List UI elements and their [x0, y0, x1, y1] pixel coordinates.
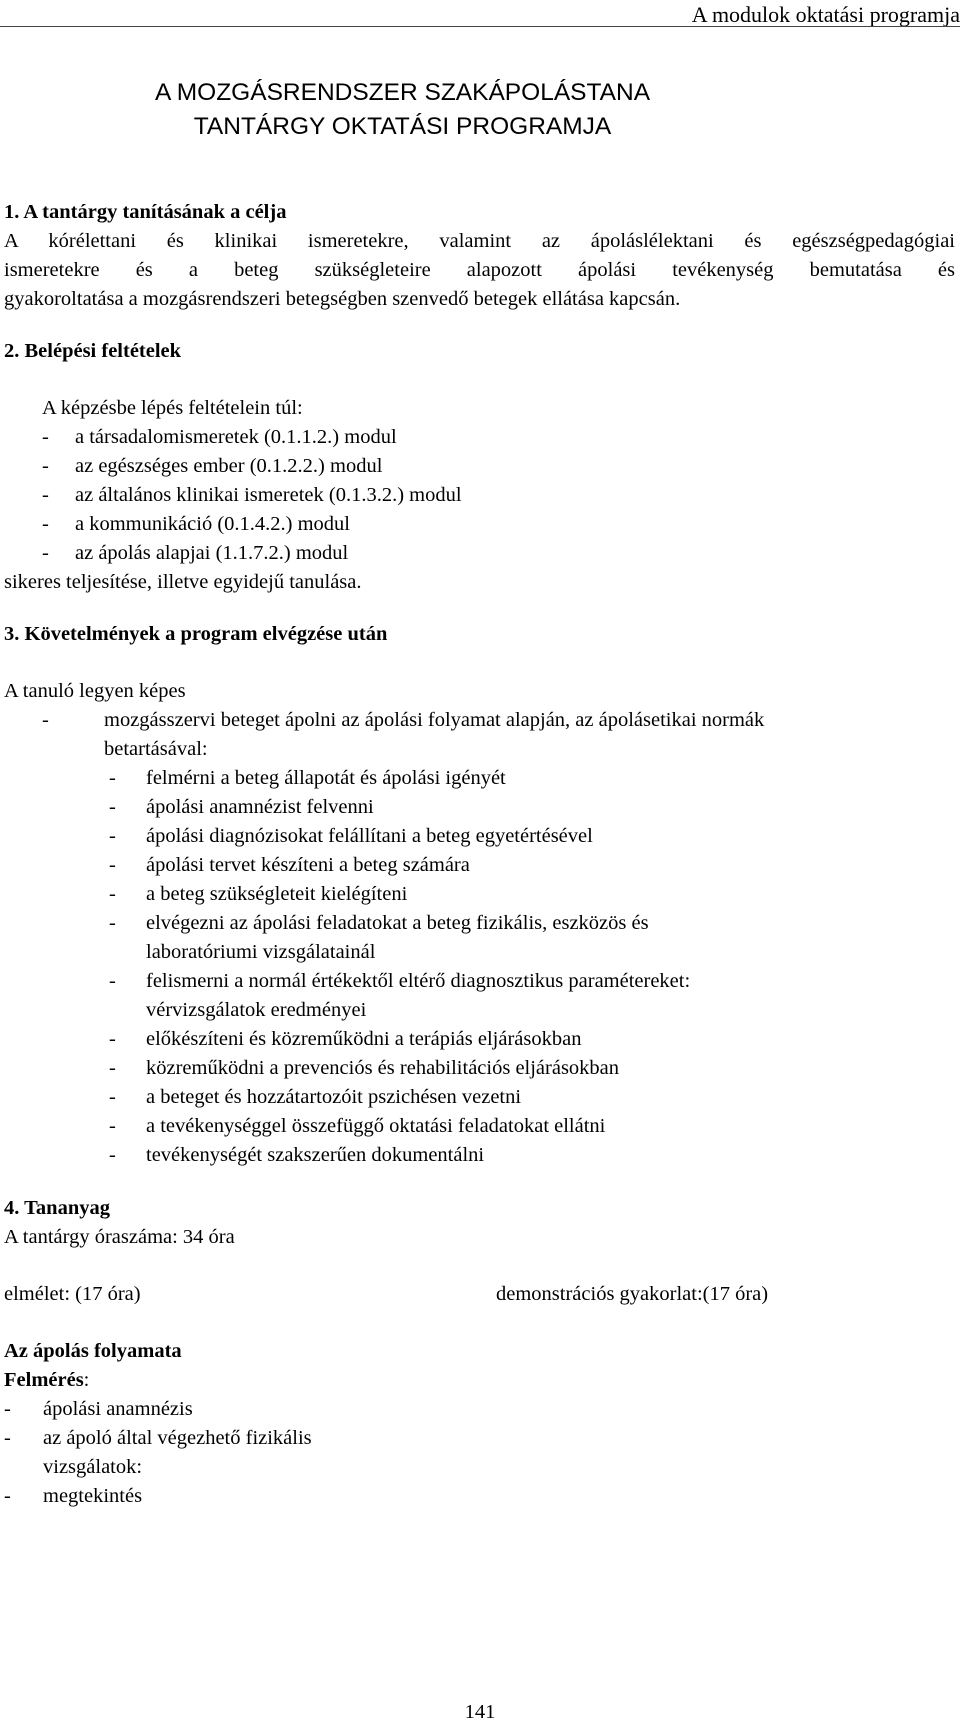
- competency-item: tevékenységét szakszerűen dokumentálni: [146, 1144, 485, 1166]
- nursing-process-heading: Az ápolás folyamata: [4, 1340, 182, 1362]
- document-title-line1: A MOZGÁSRENDSZER SZAKÁPOLÁSTANA: [154, 79, 651, 106]
- section3-heading: 3. Követelmények a program elvégzése után: [4, 623, 388, 645]
- assessment-label: Felmérés: [4, 1369, 84, 1391]
- list-dash: -: [109, 1115, 116, 1137]
- list-dash: -: [109, 970, 116, 992]
- list-dash: -: [109, 912, 116, 934]
- list-dash: -: [4, 1427, 11, 1449]
- list-dash: -: [42, 484, 49, 506]
- list-dash: -: [109, 854, 116, 876]
- competency-item: ápolási anamnézist felvenni: [146, 796, 374, 818]
- running-header: A modulok oktatási programja: [691, 2, 960, 27]
- assessment-item: ápolási anamnézis: [43, 1398, 193, 1420]
- competency-item: felmérni a beteg állapotát és ápolási igényét: [146, 767, 506, 789]
- assessment-item: az ápoló által végezhető fizikális: [43, 1427, 312, 1449]
- document-title-line2: TANTÁRGY OKTATÁSI PROGRAMJA: [193, 113, 612, 140]
- entry-requirement-item: az ápolás alapjai (1.1.7.2.) modul: [75, 542, 349, 564]
- list-dash: -: [42, 426, 49, 448]
- list-dash: -: [109, 1057, 116, 1079]
- list-dash: -: [4, 1485, 11, 1507]
- header-rule: [0, 26, 960, 27]
- list-dash: -: [42, 709, 49, 731]
- competency-item: a beteget és hozzátartozóit pszichésen vezetni: [146, 1086, 522, 1108]
- list-dash: -: [109, 767, 116, 789]
- list-dash: -: [109, 883, 116, 905]
- competency-item: a tevékenységgel összefüggő oktatási feladatokat ellátni: [146, 1115, 606, 1137]
- section1-line1: A kórélettani és klinikai ismeretekre, valamint az ápoláslélektani és egészségpedagógiai: [4, 230, 955, 252]
- competency-item-cont: vérvizsgálatok eredményei: [146, 999, 367, 1021]
- competency-item-cont: laboratóriumi vizsgálatainál: [146, 941, 376, 963]
- practice-hours: demonstrációs gyakorlat:(17 óra): [496, 1283, 769, 1305]
- assessment-item: megtekintés: [43, 1485, 143, 1507]
- section2-intro: A képzésbe lépés feltételein túl:: [42, 397, 303, 419]
- competency-item: ápolási diagnózisokat felállítani a beteg egyetértésével: [146, 825, 593, 847]
- section2-closing: sikeres teljesítése, illetve egyidejű tanulása.: [4, 571, 362, 593]
- list-dash: -: [4, 1398, 11, 1420]
- section2-heading: 2. Belépési feltételek: [4, 340, 182, 362]
- theory-hours: elmélet: (17 óra): [4, 1283, 141, 1305]
- course-hours: A tantárgy óraszáma: 34 óra: [4, 1226, 235, 1248]
- list-dash: -: [42, 513, 49, 535]
- list-dash: -: [109, 796, 116, 818]
- list-dash: -: [109, 825, 116, 847]
- section1-heading: 1. A tantárgy tanításának a célja: [4, 201, 287, 223]
- assessment-label-row: [4, 1365, 89, 1395]
- section3-main-item-line2: betartásával:: [104, 738, 208, 760]
- list-dash: -: [42, 542, 49, 564]
- entry-requirement-item: az általános klinikai ismeretek (0.1.3.2.) modul: [75, 484, 462, 506]
- list-dash: -: [109, 1086, 116, 1108]
- competency-item: közreműködni a prevenciós és rehabilitációs eljárásokban: [146, 1057, 620, 1079]
- list-dash: -: [109, 1144, 116, 1166]
- competency-item: előkészíteni és közreműködni a terápiás eljárásokban: [146, 1028, 582, 1050]
- page-number: 141: [464, 1701, 496, 1723]
- section1-line3: gyakoroltatása a mozgásrendszeri betegségben szenvedő betegek ellátása kapcsán.: [4, 288, 681, 310]
- section3-main-item-line1: mozgásszervi beteget ápolni az ápolási folyamat alapján, az ápolásetikai normák: [104, 709, 765, 731]
- assessment-colon: :: [83, 1369, 90, 1391]
- competency-item: elvégezni az ápolási feladatokat a beteg fizikális, eszközös és: [146, 912, 649, 934]
- competency-item: felismerni a normál értékektől eltérő diagnosztikus paramétereket:: [146, 970, 691, 992]
- section3-intro: A tanuló legyen képes: [4, 680, 186, 702]
- list-dash: -: [42, 455, 49, 477]
- list-dash: -: [109, 1028, 116, 1050]
- entry-requirement-item: az egészséges ember (0.1.2.2.) modul: [75, 455, 383, 477]
- section1-line2: ismeretekre és a beteg szükségleteire alapozott ápolási tevékenység bemutatása és: [4, 259, 955, 281]
- entry-requirement-item: a társadalomismeretek (0.1.1.2.) modul: [75, 426, 397, 448]
- section4-heading: 4. Tananyag: [4, 1197, 110, 1219]
- entry-requirement-item: a kommunikáció (0.1.4.2.) modul: [75, 513, 350, 535]
- assessment-item-cont: vizsgálatok:: [43, 1456, 143, 1478]
- competency-item: a beteg szükségleteit kielégíteni: [146, 883, 408, 905]
- competency-item: ápolási tervet készíteni a beteg számára: [146, 854, 470, 876]
